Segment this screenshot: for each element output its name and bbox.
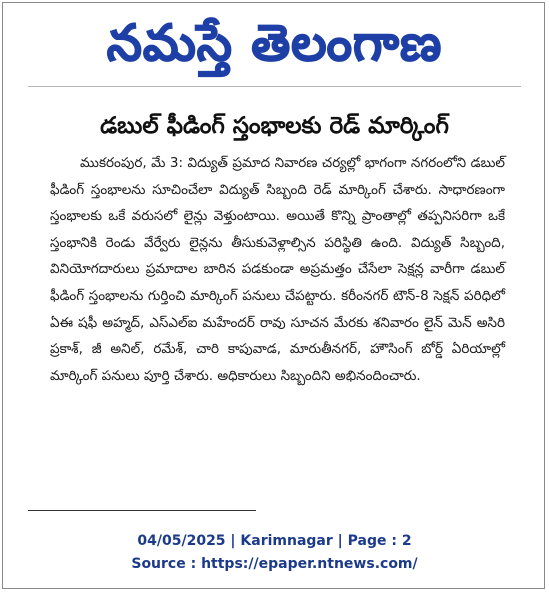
article-body: ముకరంపుర, మే 3: విద్యుత్ ప్రమాద నివారణ చర్యల్లో భాగంగా నగరంలోని డబుల్ ఫీడింగ్ స్తంభాలను సూచించేలా విద్యుత్ సిబ్బంది రెడ్ మార్కింగ్ చేశారు. సాధారణంగా స్తంభాలకు ఒకే వరుసలో లైన్లు వెళ్తుంటాయి. అయితే కొన్ని ప్రాంతాల్లో తప్పనిసరిగా ఒకే స్తంభానికి రెండు వేర్వేరు లైన్లను తీసుకువెళ్లాల్సిన పరిస్థితి ఉంది. విద్యుత్ సిబ్బంది, వినియోగదారులు ప్రమాదాల బారిన పడకుండా అప్రమత్తం చేసేలా సెక్షన్ల వారీగా డబుల్ ఫీడింగ్ స్తంభాలను గుర్తించి మార్కింగ్ పనులు చేపట్టారు. కరీంనగర్ టౌన్-8 సెక్షన్ పరిధిలో ఏఈ షఫీ అహ్మద్, ఎస్ఎల్ఐ మహేందర్ రావు సూచన మేరకు శనివారం లైన్ మెన్ అసిరి ప్రకాశ్, జీ అనిల్, రమేశ్, చారి కాపువాడ, మారుతీనగర్, హౌసింగ్ బోర్డ్ ఏరియాల్లో మార్కింగ్ పనులు పూర్తి చేశారు. అధికారులు సిబ్బందిని అభినందించారు.	[50, 155, 505, 384]
footer-source-link[interactable]: Source : https://epaper.ntnews.com/	[131, 556, 418, 572]
masthead-logo: నమస్తే తెలంగాణ	[106, 14, 443, 72]
newspaper-masthead	[0, 6, 549, 80]
article-headline: డబుల్ ఫీడింగ్ స్తంభాలకు రెడ్ మార్కింగ్	[100, 113, 449, 139]
masthead-divider	[28, 86, 521, 87]
footer-divider	[28, 510, 256, 511]
footer-date-edition-page: 04/05/2025 | Karimnagar | Page : 2	[137, 533, 412, 549]
